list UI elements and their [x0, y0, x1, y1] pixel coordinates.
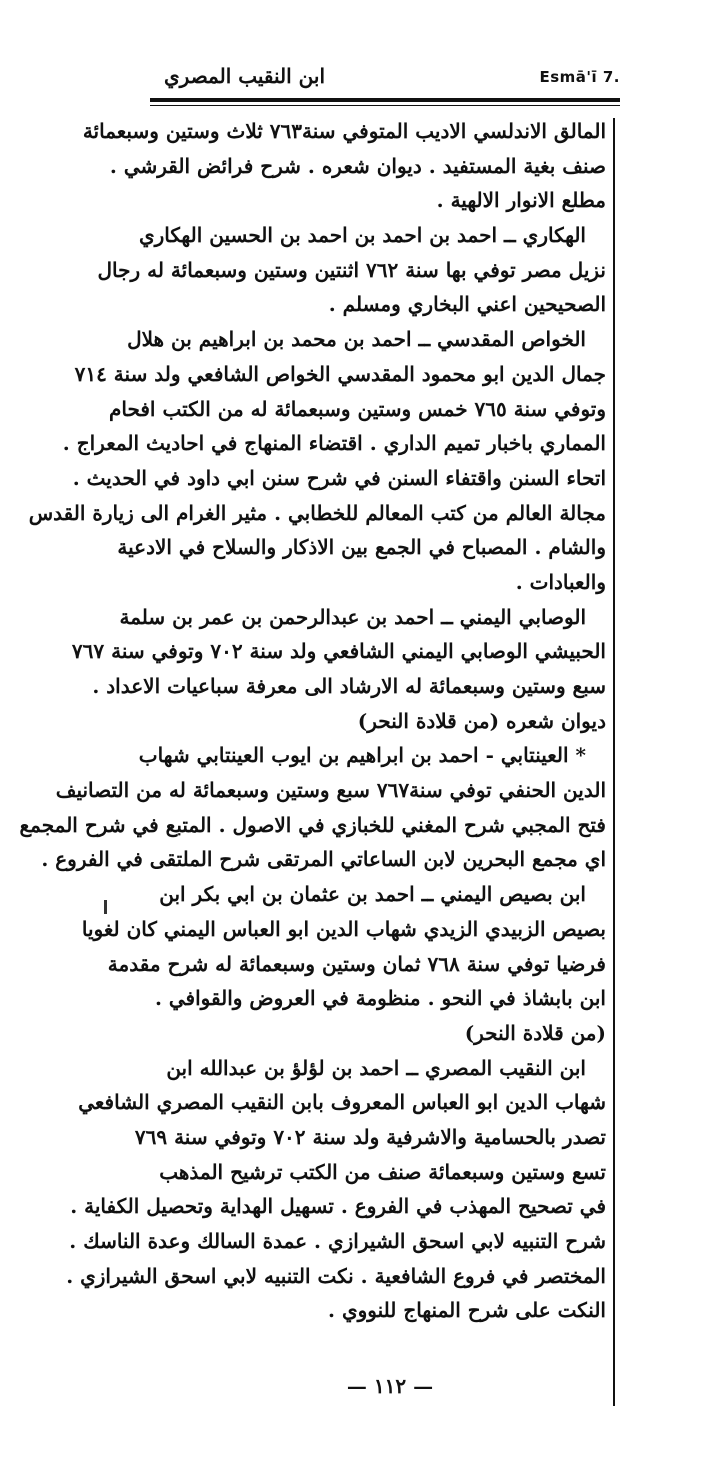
text-line: الخواص المقدسي ــ احمد بن محمد بن ابراهيم بن هلال	[127, 327, 586, 352]
header-title: ابن النقيب المصري	[164, 64, 325, 88]
text-line: * العينتابي - احمد بن ابراهيم بن ايوب العينتابي شهاب	[138, 743, 586, 768]
text-line: المختصر في فروع الشافعية . نكت التنبيه لابي اسحق الشيرازي .	[66, 1263, 606, 1288]
text-line: الوصابي اليمني ــ احمد بن عبدالرحمن بن عمر بن سلمة	[119, 604, 586, 629]
text-line: الصحيحين اعني البخاري ومسلم .	[328, 292, 606, 317]
header-catalog-label: Esmā'ī 7.	[539, 68, 620, 86]
running-header	[150, 60, 620, 96]
text-line: مطلع الانوار الالهية .	[436, 188, 606, 213]
text-line: وتوفي سنة ٧٦٥ خمس وستين وسبعمائة له من الكتب افحام	[108, 396, 606, 421]
text-line: والعبادات .	[515, 569, 606, 594]
text-line: فتح المجبي شرح المغني للخبازي في الاصول . المتبع في شرح المجمع	[19, 812, 606, 837]
text-line: نزيل مصر توفي بها سنة ٧٦٢ اثنتين وستين وسبعمائة له رجال	[97, 257, 606, 282]
text-line: في تصحيح المهذب في الفروع . تسهيل الهداية وتحصيل الكفاية .	[70, 1194, 606, 1219]
text-line: ديوان شعره (من قلادة النحر)	[357, 708, 606, 733]
text-line: صنف بغية المستفيد . ديوان شعره . شرح فرائض القرشي .	[109, 153, 606, 178]
text-line: ابن بصيص اليمني ــ احمد بن عثمان بن ابي بكر ابن	[159, 882, 586, 907]
text-line: والشام . المصباح في الجمع بين الاذكار والسلاح في الادعية	[117, 535, 606, 560]
text-line: ابن النقيب المصري ــ احمد بن لؤلؤ بن عبدالله ابن	[166, 1055, 586, 1080]
text-line: ابن بابشاذ في النحو . منظومة في العروض والقوافي .	[154, 986, 606, 1011]
text-line: الدين الحنفي توفي سنة٧٦٧ سبع وستين وسبعمائة له من التصانيف	[55, 778, 606, 803]
text-line: جمال الدين ابو محمود المقدسي الخواص الشافعي ولد سنة ٧١٤	[74, 361, 606, 386]
text-line: مجالة العالم من كتب المعالم للخطابي . مثير الغرام الى زيارة القدس	[28, 500, 606, 525]
text-line: بصيص الزبيدي الزيدي شهاب الدين ابو العباس اليمني كان لغويا	[81, 916, 606, 941]
header-rule-thick	[150, 98, 620, 102]
text-line: اتحاء السنن واقتفاء السنن في شرح سنن ابي داود في الحديث .	[72, 465, 606, 490]
margin-rule	[613, 118, 615, 1406]
text-line: الهكاري ــ احمد بن احمد بن احمد بن الحسين الهكاري	[138, 223, 586, 248]
text-line: المالق الاندلسي الاديب المتوفي سنة٧٦٣ ثلاث وستين وسبعمائة	[82, 119, 606, 143]
text-line: شرح التنبيه لابي اسحق الشيرازي . عمدة السالك وعدة الناسك .	[69, 1229, 606, 1253]
text-line: الحبيشي الوصابي اليمني الشافعي ولد سنة ٧٠٢ وتوفي سنة ٧٦٧	[71, 639, 606, 664]
margin-mark	[104, 900, 107, 914]
text-line: شهاب الدين ابو العباس المعروف بابن النقيب المصري الشافعي	[78, 1090, 606, 1115]
text-line: تسع وستين وسبعمائة صنف من الكتب ترشيح المذهب	[159, 1159, 606, 1184]
header-rule-thin	[150, 105, 620, 106]
page-number: — ١١٢ —	[346, 1374, 434, 1398]
text-line: النكت على شرح المنهاج للنووي .	[328, 1298, 606, 1323]
text-line: تصدر بالحسامية والاشرفية ولد سنة ٧٠٢ وتوفي سنة ٧٦٩	[134, 1124, 606, 1149]
text-line: (من قلادة النحر)	[464, 1020, 606, 1045]
text-line: المماري باخبار تميم الداري . اقتضاء المنهاج في احاديث المعراج .	[62, 431, 606, 456]
text-line: اي مجمع البحرين لابن الساعاتي المرتقى شرح الملتقى في الفروع .	[41, 847, 606, 872]
text-line: سبع وستين وسبعمائة له الارشاد الى معرفة سباعيات الاعداد .	[92, 674, 606, 698]
body-text	[19, 114, 606, 1328]
text-line: فرضيا توفي سنة ٧٦٨ ثمان وستين وسبعمائة له شرح مقدمة	[107, 951, 606, 976]
